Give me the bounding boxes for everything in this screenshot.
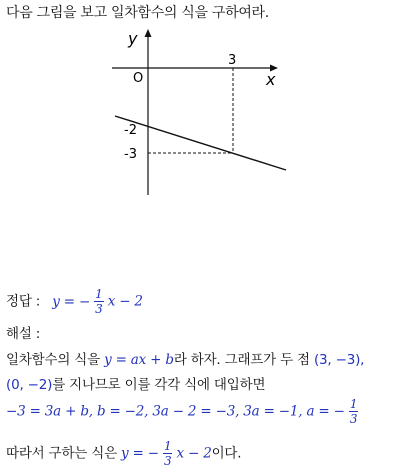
origin-label: O [133, 71, 144, 86]
explanation-line-3 [6, 398, 358, 425]
explanation-line-4-denominator: 3 [163, 454, 172, 468]
answer-fraction-denominator: 3 [95, 302, 103, 316]
answer-rhs: x − 2 [107, 293, 143, 310]
y-tick-minus3-label: -3 [124, 147, 137, 162]
explanation-line-4-fraction [163, 440, 172, 467]
explanation-line-4-text-d: 이다. [211, 445, 242, 462]
explanation-line-4 [6, 440, 241, 467]
y-tick-minus2-label: -2 [124, 123, 137, 138]
function-line [115, 116, 286, 170]
answer-fraction-numerator: 1 [95, 287, 103, 301]
y-axis-arrow [145, 29, 152, 37]
answer-lhs: y = − [52, 293, 91, 310]
explanation-line-3-eq: −3 = 3a + b, b = −2, 3a − 2 = −3, 3a = −1, a = − [6, 403, 345, 420]
x-tick-3-label: 3 [228, 53, 237, 68]
answer-label: 정답 : [6, 293, 41, 310]
explanation-line-3-numerator: 1 [349, 397, 358, 411]
explanation-line-4-rhs: x − 2 [176, 445, 212, 462]
explanation-line-3-fraction [349, 398, 358, 425]
explanation-line-2-point: (0, −2) [6, 377, 53, 393]
question-text: 다음 그림을 보고 일차함수의 식을 구하여라. [6, 5, 269, 21]
explanation-line-1 [6, 348, 364, 368]
function-graph [0, 0, 400, 210]
explanation-line-4-numerator: 1 [163, 439, 172, 453]
explanation-line-4-text-a: 따라서 구하는 식은 [6, 445, 117, 462]
y-axis-label: y [128, 29, 138, 48]
answer-fraction [94, 288, 103, 315]
explanation-line-1-point: (3, −3), [313, 352, 365, 368]
explanation-line-2-text: 를 지나므로 이를 각각 식에 대입하면 [52, 377, 266, 393]
explanation-line-2 [6, 373, 265, 393]
x-axis-label: x [266, 70, 276, 89]
explanation-label: 해설 : [6, 326, 41, 342]
explanation-line-1-text-c: 라 하자. 그래프가 두 점 [173, 352, 310, 368]
explanation-line-1-eq: y = ax + b [104, 352, 174, 368]
explanation-line-3-denominator: 3 [349, 412, 358, 426]
explanation-line-4-lhs: y = − [121, 445, 159, 462]
explanation-line-1-text-a: 일차함수의 식을 [6, 352, 100, 368]
answer-row [6, 288, 143, 315]
